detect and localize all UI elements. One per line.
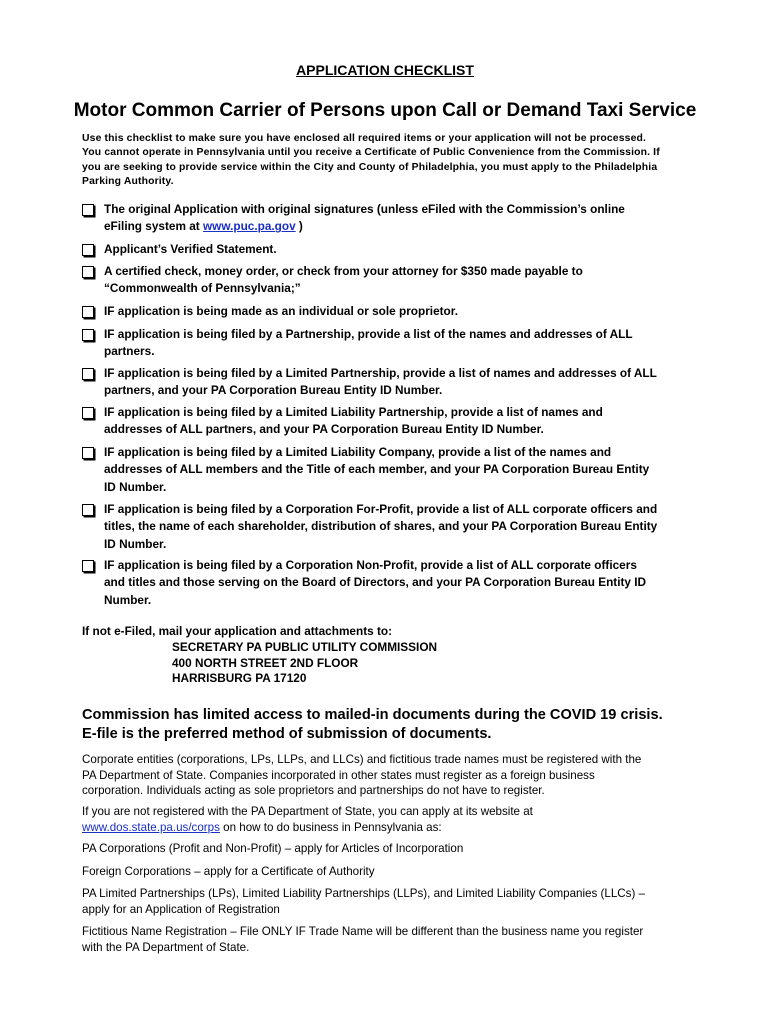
foreign-corporations-line: Foreign Corporations – apply for a Certificate of Authority bbox=[82, 865, 375, 878]
dos-website-paragraph: If you are not registered with the PA Department of State, you can apply at its website at www.dos.state.pa.us/corps on how to do business in Pennsylvania as: bbox=[82, 805, 533, 834]
limited-partnerships-paragraph: PA Limited Partnerships (LPs), Limited Liability Partnerships (LLPs), and Limited Liability Companies (LLCs) – apply for an Application of Registration bbox=[82, 887, 645, 916]
checkbox[interactable] bbox=[82, 504, 94, 516]
mail-instructions: If not e-Filed, mail your application and attachments to: bbox=[82, 624, 393, 638]
pa-corporations-line: PA Corporations (Profit and Non-Profit) – apply for Articles of Incorporation bbox=[82, 842, 464, 855]
checkbox[interactable] bbox=[82, 244, 94, 256]
checkbox[interactable] bbox=[82, 306, 94, 318]
mailing-address: SECRETARY PA PUBLIC UTILITY COMMISSION 400 NORTH STREET 2ND FLOOR HARRISBURG PA 17120 bbox=[172, 640, 438, 685]
checkbox[interactable] bbox=[82, 368, 94, 380]
dos-website-link[interactable]: www.dos.state.pa.us/corps bbox=[82, 820, 220, 834]
checkbox[interactable] bbox=[82, 204, 94, 216]
covid-notice: Commission has limited access to mailed-in documents during the COVID 19 crisis. E-file is the preferred method of submission of documents. bbox=[82, 707, 663, 742]
intro-text: Use this checklist to make sure you have enclosed all required items or your application will not be processed. You cannot operate in Pennsylvania until you receive a Certificate of Public Convenience from the Commission. If you are seeking to provide service within the City and County of Philadelphia, you must apply to the Philadelphia Parking Authority. bbox=[82, 133, 660, 187]
registration-paragraph: Corporate entities (corporations, LPs, LLPs, and LLCs) and fictitious trade names must be registered with the PA Department of State. Companies incorporated in other states must register as a foreign business corporation. Individuals acting as sole proprietors and partnerships do not have to register. bbox=[82, 753, 642, 797]
checkbox[interactable] bbox=[82, 266, 94, 278]
page-title: Motor Common Carrier of Persons upon Call or Demand Taxi Service bbox=[73, 100, 697, 121]
checkbox[interactable] bbox=[82, 560, 94, 572]
fictitious-name-paragraph: Fictitious Name Registration – File ONLY IF Trade Name will be different than the business name you register with the PA Department of State. bbox=[82, 925, 644, 954]
document-page: APPLICATION CHECKLIST Motor Common Carrier of Persons upon Call or Demand Taxi Service Use this checklist to make sure you have enclosed all required items or your application will not be processed. You cannot operate in Pennsylvania until you receive a Certificate of Public Convenience from the Commission. If you are seeking to provide service within the City and County of Philadelphia, you must apply to the Philadelphia Parking Authority. The original Application with original signatures (unless eFiled with the Commission’s online eFiling system at www.puc.pa.gov ) Applicant’s Verified Statement. A certified check, money order, or check from your attorney for $350 made payable to “Commonwealth of Pennsylvania;” IF application is being made as an individual or sole proprietor. IF application is being filed by a Partnership, provide a list of the names and addresses of ALL partners. IF application is being filed by a Limited Partnership, provide a list of names and addresses of ALL partners, and your PA Corporation Bureau Entity ID Number. IF application is being filed by a Limited Liability Partnership, provide a list of names and addresses of ALL partners, and your PA Corporation Bureau Entity ID Number. IF application is being filed by a Limited Liability Company, provide a list of the names and addresses of ALL members and the Title of each member, and your PA Corporation Bureau Entity ID Number. IF application is being filed by a Corporation For-Profit, provide a list of ALL corporate officers and titles, the name of each shareholder, distribution of shares, and your PA Corporation Bureau Entity ID Number. IF application is being filed by a Corporation Non-Profit, provide a list of ALL corporate officers and titles and those serving on the Board of Directors, and your PA Corporation Bureau Entity ID Number. If not e-Filed, mail your application and attachments to: SECRETARY PA PUBLIC UTILITY COMMISSION 400 NORTH STREET 2ND FLOOR HARRISBURG PA 17120 Commission has limited access to mailed-in documents during the COVID 19 crisis. E-file is the preferred method of submission of documents. Corporate entities (corporations, LPs, LLPs, and LLCs) and fictitious trade names must be registered with the PA Department of State. Companies incorporated in other states must register as a foreign business corporation. Individuals acting as sole proprietors and partnerships do not have to register. If you are not registered with the PA Department of State, you can apply at its website at www.dos.state.pa.us/corps on how to do business in Pennsylvania as: PA Corporations (Profit and Non-Profit) – apply for Articles of Incorporation Foreign Corporations – apply for a Certificate of Authority PA Limited Partnerships (LPs), Limited Liability Partnerships (LLPs), and Limited Liability Companies (LLCs) – apply for an Application of Registration Fictitious Name Registration – File ONLY IF Trade Name will be different than the business name you register with the PA Department of State. bbox=[0, 0, 770, 1024]
checkbox[interactable] bbox=[82, 329, 94, 341]
puc-website-link[interactable]: www.puc.pa.gov bbox=[203, 219, 296, 234]
checklist-heading: APPLICATION CHECKLIST bbox=[296, 62, 474, 78]
checkbox[interactable] bbox=[82, 407, 94, 419]
checkbox[interactable] bbox=[82, 447, 94, 459]
